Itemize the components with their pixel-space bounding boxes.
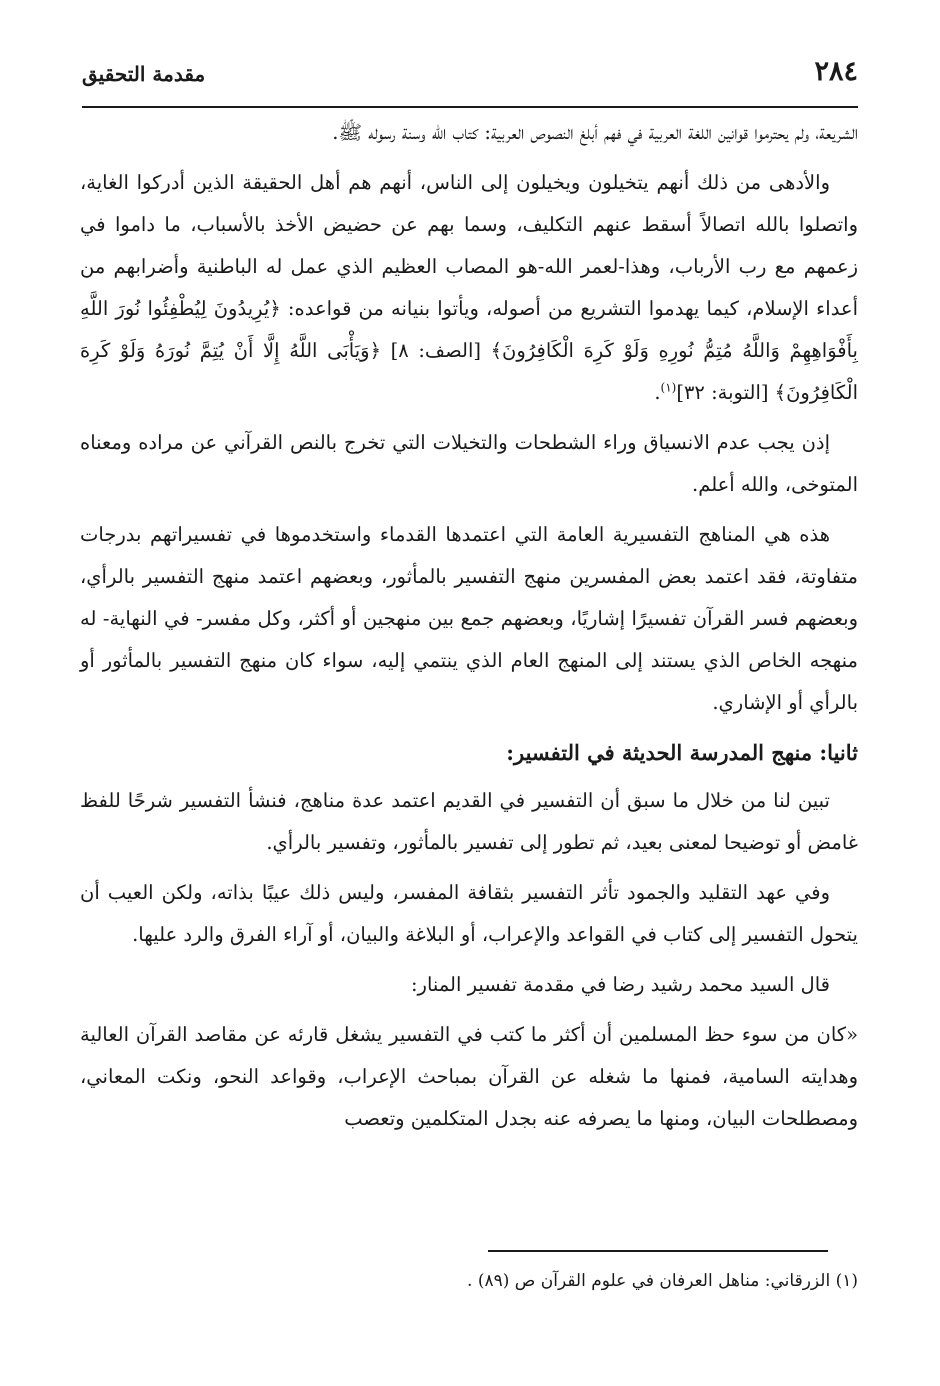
page-header — [82, 56, 858, 108]
paragraph: «كان من سوء حظ المسلمين أن أكثر ما كتب في التفسير يشغل قارئه عن مقاصد القرآن العالية وهدايته السامية، فمنها ما شغله عن القرآن بمباحث الإعراب، وقواعد النحو، ونكت المعاني، ومصطلحات البيان، ومنها ما يصرفه عنه بجدل المتكلمين وتعصب — [80, 1023, 858, 1130]
page-number: ٢٨٤ — [814, 56, 858, 87]
footnote-reference: (١) — [660, 380, 677, 395]
paragraph: والأدهى من ذلك أنهم يتخيلون ويخيلون إلى الناس، أنهم هم أهل الحقيقة الذين أدركوا الغاية، واتصلوا بالله اتصالاً أسقط عنهم التكليف، وسما بهم عن حضيض الأخذ بالأسباب، ما داموا في زعمهم مع رب الأرباب، وهذا-لعمر الله-هو المصاب العظيم الذي عمل له الباطنية وأضرابهم من أعداء الإسلام، كيما يهدموا التشريع من أصوله، ويأتوا بنيانه من قواعده: ﴿يُرِيدُونَ لِيُطْفِئُوا نُورَ اللَّهِ بِأَفْوَاهِهِمْ وَاللَّهُ مُتِمُّ نُورِهِ وَلَوْ كَرِهَ الْكَافِرُونَ﴾ [الصف: ٨] ﴿وَيَأْبَى اللَّهُ إِلَّا أَنْ يُتِمَّ نُورَهُ وَلَوْ كَرِهَ الْكَافِرُونَ﴾ [التوبة: ٣٢]$^{(١)}$. — [80, 171, 858, 404]
quran-quote: ﴿يُرِيدُونَ لِيُطْفِئُوا نُورَ اللَّهِ بِأَفْوَاهِهِمْ وَاللَّهُ مُتِمُّ نُورِهِ وَلَوْ كَرِهَ الْكَافِرُونَ﴾ [الصف: ٨] ﴿وَيَأْبَى اللَّهُ إِلَّا أَنْ يُتِمَّ نُورَهُ وَلَوْ كَرِهَ الْكَافِرُونَ﴾ [التوبة: ٣٢] — [80, 297, 858, 404]
paragraph: تبين لنا من خلال ما سبق أن التفسير في القديم اعتمد عدة مناهج، فنشأ التفسير شرحًا للفظ غامض أو توضيحا لمعنى بعيد، ثم تطور إلى تفسير بالمأثور، وتفسير بالرأي. — [80, 789, 858, 854]
section-heading: ثانيا: منهج المدرسة الحديثة في التفسير: — [506, 740, 858, 765]
paragraph: هذه هي المناهج التفسيرية العامة التي اعتمدها القدماء واستخدموها في تفسيراتهم بدرجات متفاوتة، فقد اعتمد بعض المفسرين منهج التفسير بالمأثور، وبعضهم اعتمد منهج التفسير بالرأي، وبعضهم فسر القرآن تفسيرًا إشاريًا، وبعضهم جمع بين منهجين أو أكثر، وكل مفسر- في النهاية- له منهجه الخاص الذي يستند إلى المنهج العام الذي ينتمي إليه، سواء كان منهج التفسير بالمأثور أو بالرأي أو الإشاري. — [80, 523, 858, 714]
page-body — [80, 112, 858, 1226]
paragraph-text: والأدهى من ذلك أنهم يتخيلون ويخيلون إلى الناس، أنهم هم أهل الحقيقة الذين أدركوا الغاية، واتصلوا بالله اتصالاً أسقط عنهم التكليف، وسما بهم عن حضيض الأخذ بالأسباب، ما داموا في زعمهم مع رب الأرباب، وهذا-لعمر الله-هو المصاب العظيم الذي عمل له الباطنية وأضرابهم من أعداء الإسلام، كيما يهدموا التشريع من أصوله، ويأتوا بنيانه من قواعده: — [80, 171, 858, 320]
running-title: مقدمة التحقيق — [82, 62, 206, 86]
paragraph: الشريعة، ولم يحترموا قوانين اللغة العربية في فهم أبلغ النصوص العربية: كتاب الله وسنة رسوله ﷺ. — [332, 121, 858, 144]
footnote: (١) الزرقاني: مناهل العرفان في علوم القرآن ص (٨٩) . — [467, 1271, 858, 1291]
footnote-divider — [488, 1250, 828, 1252]
paragraph: وفي عهد التقليد والجمود تأثر التفسير بثقافة المفسر، وليس ذلك عيبًا بذاته، ولكن العيب أن يتحول التفسير إلى كتاب في القواعد والإعراب، أو البلاغة والبيان، أو آراء الفرق والرد عليها. — [80, 881, 858, 946]
paragraph: إذن يجب عدم الانسياق وراء الشطحات والتخيلات التي تخرج بالنص القرآني عن مراده ومعناه المتوخى، والله أعلم. — [80, 431, 858, 496]
paragraph: قال السيد محمد رشيد رضا في مقدمة تفسير المنار: — [410, 973, 830, 996]
